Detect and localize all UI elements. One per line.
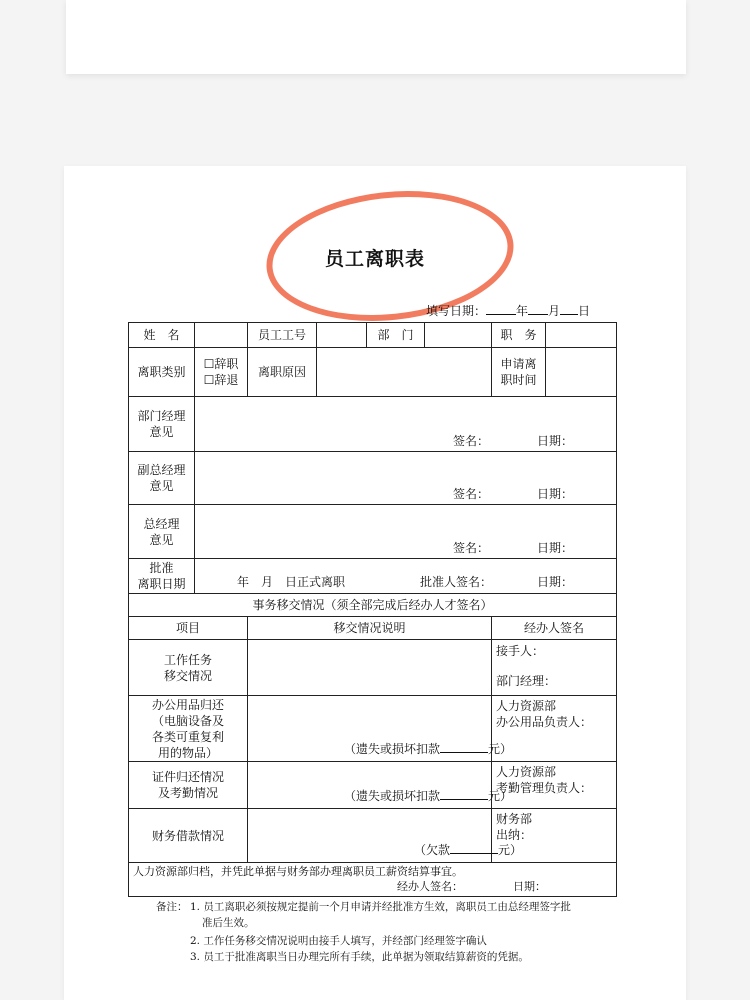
remark-3-text: 3. 员工于批准离职当日办理完所有手续，此单据为领取结算薪资的凭据。 — [190, 951, 529, 963]
remark-2-text: 2. 工作任务移交情况说明由接手人填写，并经部门经理签字确认 — [190, 935, 487, 947]
work-handover-label-l2: 移交情况 — [163, 668, 212, 683]
dept-manager-label-l2: 意见 — [149, 425, 174, 439]
remark-1-continued — [156, 915, 596, 931]
office-supplies-sign-field[interactable] — [492, 696, 617, 762]
handler-date-label: 日期： — [513, 880, 546, 893]
remarks-section — [156, 899, 596, 965]
hr-dept-label: 人力资源部 — [496, 765, 557, 779]
day-label: 日 — [578, 304, 591, 318]
remark-3 — [156, 949, 596, 965]
year-label: 年 — [516, 304, 529, 318]
sign-label: 签名： — [453, 541, 490, 555]
debt-unit: 元） — [498, 843, 523, 857]
apply-time-label-l1: 申请离 — [500, 357, 537, 371]
deduction-blank[interactable] — [440, 788, 488, 800]
finance-loan-sign-field[interactable] — [492, 809, 617, 863]
remarks-label: 备注： — [156, 901, 188, 913]
gm-label-l1: 总经理 — [143, 516, 180, 531]
approve-date-field[interactable] — [195, 559, 617, 594]
date-label: 日期： — [537, 541, 574, 555]
vice-gm-row — [129, 452, 617, 505]
apply-time-label-l2: 职时间 — [500, 373, 537, 387]
hr-dept-label: 人力资源部 — [496, 699, 557, 713]
dept-manager-row — [129, 397, 617, 452]
attendance-manager-label: 考勤管理负责人： — [496, 781, 593, 795]
work-handover-sign-field[interactable] — [492, 640, 617, 696]
sign-label: 签名： — [453, 434, 490, 448]
year-blank — [486, 302, 516, 315]
remark-1 — [156, 899, 596, 915]
deduction-note — [344, 788, 512, 804]
approve-date-label-l2: 离职日期 — [137, 577, 186, 591]
office-supplies-row — [129, 696, 617, 762]
office-supplies-manager-label: 办公用品负责人： — [496, 715, 593, 729]
hr-archive-row — [129, 863, 617, 897]
item-column-header: 项目 — [129, 617, 248, 640]
sign-column-header: 经办人签名 — [492, 617, 617, 640]
cashier-label: 出纳： — [496, 828, 533, 842]
employee-id-label: 员工工号 — [248, 323, 317, 348]
department-label: 部 门 — [367, 323, 425, 348]
name-field[interactable] — [195, 323, 248, 348]
office-supplies-label — [129, 696, 248, 762]
approve-date-label — [129, 559, 195, 594]
gm-opinion-field[interactable] — [195, 505, 617, 559]
handover-title: 事务移交情况（须全部完成后经办人才签名） — [129, 594, 617, 617]
resign-type-row — [129, 348, 617, 397]
certificate-row — [129, 762, 617, 809]
work-handover-desc-field[interactable] — [248, 640, 492, 696]
gm-label — [129, 505, 195, 559]
dept-manager-sign-label: 部门经理： — [496, 674, 557, 688]
deduction-unit: 元） — [488, 789, 513, 803]
approve-date-label-l1: 批准 — [149, 561, 174, 575]
name-label: 姓 名 — [129, 323, 195, 348]
previous-page-card — [66, 0, 686, 74]
position-label: 职 务 — [492, 323, 546, 348]
date-label: 日期： — [537, 434, 574, 448]
vice-gm-opinion-field[interactable] — [195, 452, 617, 505]
handover-title-row — [129, 594, 617, 617]
fill-date-line — [426, 302, 590, 319]
gm-row — [129, 505, 617, 559]
vice-gm-label-l2: 意见 — [149, 479, 174, 493]
reason-field[interactable] — [317, 348, 492, 397]
dismiss-checkbox[interactable]: ☐辞退 — [203, 373, 239, 387]
day-blank — [560, 302, 578, 315]
approve-date-row — [129, 559, 617, 594]
dept-manager-label-l1: 部门经理 — [137, 409, 186, 423]
finance-loan-row — [129, 809, 617, 863]
hr-archive-cell — [129, 863, 617, 897]
date-label: 日期： — [537, 487, 574, 501]
resign-type-options — [195, 348, 248, 397]
dept-manager-label — [129, 397, 195, 452]
resignation-form-table — [128, 322, 617, 897]
official-resign-date-text: 年 月 日正式离职 — [237, 575, 346, 589]
office-supplies-label-l1: 办公用品归还 — [151, 697, 224, 712]
handler-sign-label: 经办人签名： — [397, 880, 463, 893]
certificate-label-l2: 及考勤情况 — [157, 786, 218, 800]
resignation-form-page — [64, 166, 686, 1000]
desc-column-header: 移交情况说明 — [248, 617, 492, 640]
approver-sign-label: 批准人签名： — [420, 575, 493, 589]
work-handover-label — [129, 640, 248, 696]
finance-loan-label: 财务借款情况 — [129, 809, 248, 863]
certificate-label — [129, 762, 248, 809]
remark-1-text-cont: 准后生效。 — [202, 917, 255, 929]
month-label: 月 — [548, 304, 561, 318]
remark-1-text: 1. 员工离职必须按规定提前一个月申请并经批准方生效，离职员工由总经理签字批 — [190, 901, 571, 913]
certificate-desc-field[interactable] — [248, 762, 513, 809]
fill-date-label: 填写日期： — [426, 304, 487, 318]
gm-label-l2: 意见 — [149, 532, 174, 547]
reason-label: 离职原因 — [248, 348, 317, 397]
resign-checkbox[interactable]: ☐辞职 — [203, 357, 239, 371]
successor-label: 接手人： — [496, 644, 545, 658]
sign-label: 签名： — [453, 487, 490, 501]
form-title: 员工离职表 — [324, 248, 425, 270]
office-supplies-desc-field[interactable] — [248, 696, 513, 762]
month-blank — [528, 302, 548, 315]
employee-id-field[interactable] — [317, 323, 367, 348]
finance-dept-label: 财务部 — [496, 812, 533, 826]
handover-header-row — [129, 617, 617, 640]
approver-date-label: 日期： — [537, 575, 574, 589]
deduction-unit: 元） — [488, 742, 513, 756]
office-supplies-label-l4: 用的物品） — [157, 745, 218, 760]
position-field[interactable] — [546, 323, 617, 348]
office-supplies-label-l3: 各类可重复利 — [151, 729, 224, 744]
apply-time-field[interactable] — [546, 348, 617, 397]
work-handover-label-l1: 工作任务 — [163, 652, 212, 667]
hr-archive-note: 人力资源部归档，并凭此单据与财务部办理离职员工薪资结算事宜。 — [133, 865, 463, 878]
certificate-label-l1: 证件归还情况 — [151, 770, 224, 784]
office-supplies-label-l2: （电脑设备及 — [151, 713, 224, 728]
department-field[interactable] — [425, 323, 492, 348]
apply-time-label — [492, 348, 546, 397]
work-handover-row — [129, 640, 617, 696]
deduction-label: （遗失或损坏扣款 — [344, 742, 441, 756]
deduction-label: （遗失或损坏扣款 — [344, 789, 441, 803]
vice-gm-label-l1: 副总经理 — [137, 463, 186, 477]
dept-manager-opinion-field[interactable] — [195, 397, 617, 452]
vice-gm-label — [129, 452, 195, 505]
remark-2 — [156, 933, 596, 949]
certificate-sign-field[interactable] — [492, 762, 617, 809]
resign-type-label: 离职类别 — [129, 348, 195, 397]
debt-label: （欠款 — [414, 843, 451, 857]
basic-info-row — [129, 323, 617, 348]
deduction-note — [344, 741, 512, 757]
deduction-blank[interactable] — [440, 741, 488, 753]
